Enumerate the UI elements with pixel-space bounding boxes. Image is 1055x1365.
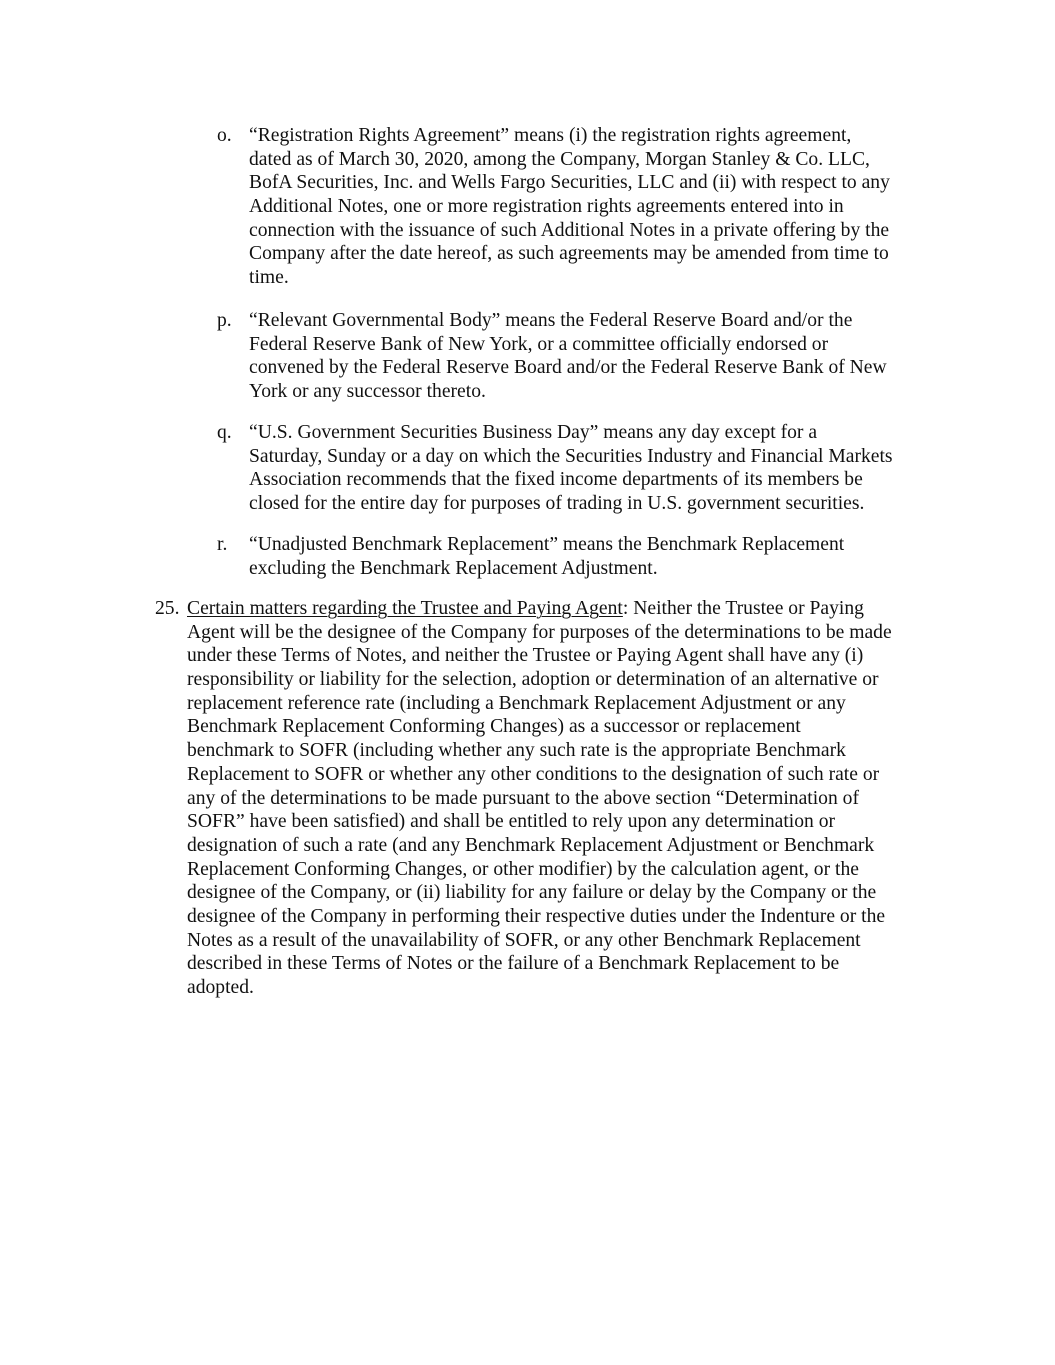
text-line: described in these Terms of Notes or the failure of a Benchmark Replacement to be [187,953,840,975]
text-line: Replacement to SOFR or whether any other conditions to the designation of such rate or [187,763,880,785]
text-line: any of the determinations to be made pursuant to the above section “Determination of [187,787,859,809]
text-line: Additional Notes, one or more registration rights agreements entered into in [249,196,844,218]
definition-marker: o. [217,125,232,146]
text-line: time. [249,267,289,289]
definition-text [249,309,887,404]
text-line: Replacement Conforming Changes, or other modifier) by the calculation agent, or the [187,858,859,880]
definition-marker: p. [217,310,232,331]
text-line: BofA Securities, Inc. and Wells Fargo Securities, LLC and (ii) with respect to any [249,172,890,194]
section-heading-suffix: : Neither the Trustee or Paying [622,598,864,619]
text-line: dated as of March 30, 2020, among the Company, Morgan Stanley & Co. LLC, [249,148,870,170]
definition-text [249,124,890,290]
section-number: 25. [155,598,180,619]
text-line: designation of such a rate (and any Benchmark Replacement Adjustment or Benchmark [187,834,875,856]
text-line: excluding the Benchmark Replacement Adjustment. [249,557,658,579]
text-line: York or any successor thereto. [249,381,486,403]
text-line: replacement reference rate (including a Benchmark Replacement Adjustment or any [187,692,846,714]
section-first-line [187,597,892,621]
text-line: designee of the Company in performing their respective duties under the Indenture or the [187,905,886,927]
text-line: Association recommends that the fixed income departments of its members be [249,469,863,491]
text-line: “Relevant Governmental Body” means the Federal Reserve Board and/or the [249,310,853,331]
text-line: “U.S. Government Securities Business Day” means any day except for a [249,422,818,443]
text-line: adopted. [187,977,254,998]
text-line: Notes as a result of the unavailability of SOFR, or any other Benchmark Replacement [187,929,861,951]
definition-marker: q. [217,422,232,443]
definition-text [249,533,844,580]
text-line: convened by the Federal Reserve Board and/or the Federal Reserve Bank of New [249,357,887,379]
text-line: responsibility or liability for the selection, adoption or determination of an alternative or [187,669,879,691]
text-line: under these Terms of Notes, and neither the Trustee or Paying Agent shall have any (i) [187,645,864,667]
text-line: SOFR” have been satisfied) and shall be entitled to rely upon any determination or [187,811,836,833]
text-line: connection with the issuance of such Additional Notes in a private offering by the [249,219,890,241]
definition-text [249,421,893,516]
section-text [187,597,892,1000]
text-line: Benchmark Replacement Conforming Changes) as a successor or replacement [187,716,801,738]
definition-marker: r. [217,534,228,555]
text-line: Company after the date hereof, as such agreements may be amended from time to [249,243,889,265]
text-line: closed for the entire day for purposes of trading in U.S. government securities. [249,493,865,515]
text-line: Federal Reserve Bank of New York, or a committee officially endorsed or [249,333,829,355]
text-line: “Registration Rights Agreement” means (i) the registration rights agreement, [249,125,852,146]
text-line: benchmark to SOFR (including whether any such rate is the appropriate Benchmark [187,740,846,762]
text-line: Agent will be the designee of the Company for purposes of the determinations to be made [187,621,892,643]
text-line: Saturday, Sunday or a day on which the Securities Industry and Financial Markets [249,445,893,467]
text-line: designee of the Company, or (ii) liability for any failure or delay by the Company or the [187,882,877,904]
text-line: “Unadjusted Benchmark Replacement” means the Benchmark Replacement [249,534,845,555]
section-heading: Certain matters regarding the Trustee and Paying Agent [187,598,623,619]
